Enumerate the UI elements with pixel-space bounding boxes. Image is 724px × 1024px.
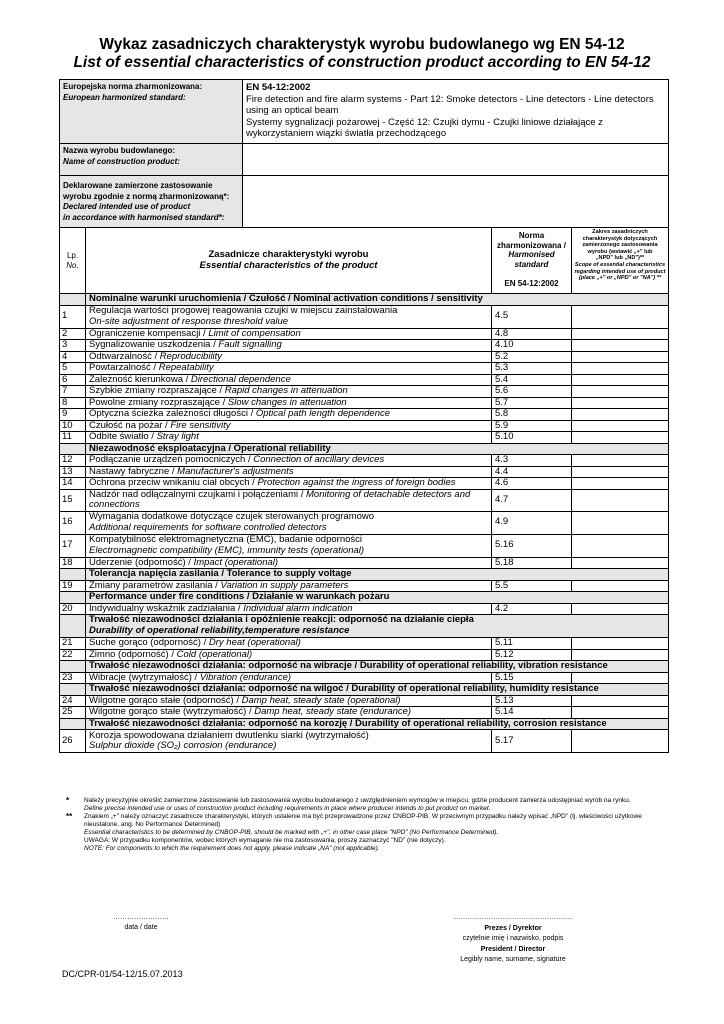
director-sub-en: Legibly name, surname, signature — [460, 956, 566, 963]
product-name-label-pl: Nazwa wyrobu budowlanego: — [63, 146, 176, 155]
row-clause: 5.18 — [492, 557, 572, 569]
row-characteristic — [86, 603, 492, 615]
row-characteristic — [86, 397, 492, 409]
table-row — [60, 305, 669, 328]
table-row — [60, 489, 669, 511]
characteristic-en: Limit of compensation — [208, 327, 301, 339]
characteristic-pl: Kompatybilność elektromagnetyczna (EMC), badanie odporności — [89, 534, 362, 545]
standard-label-en: European harmonized standard: — [63, 92, 186, 102]
characteristic-pl: Powolne zmiany rozpraszające / — [89, 396, 228, 408]
row-number: 22 — [60, 649, 86, 661]
row-scope-field[interactable] — [572, 695, 669, 707]
standard-label-pl: Europejska norma zharmonizowana: — [63, 82, 203, 91]
row-scope-field[interactable] — [572, 511, 669, 534]
characteristic-en: Rapid changes in attenuation — [224, 385, 348, 396]
row-clause: 4.3 — [492, 455, 572, 467]
row-characteristic — [86, 672, 492, 684]
row-number: 11 — [60, 432, 86, 444]
title-polish: Wykaz zasadniczych charakterystyk wyrobu budowlanego wg EN 54-12 — [99, 36, 625, 53]
characteristic-pl: Indywidualny wskaźnik zadziałania / — [89, 602, 244, 614]
row-characteristic — [86, 386, 492, 398]
row-number: 24 — [60, 695, 86, 707]
intended-use-field[interactable] — [243, 176, 669, 228]
row-number: 5 — [60, 363, 86, 375]
section-row — [60, 684, 669, 696]
row-scope-field[interactable] — [572, 305, 669, 328]
section-row — [60, 592, 669, 604]
table-row — [60, 409, 669, 421]
section-number-cell — [60, 684, 86, 696]
characteristic-en: Dry heat (operational) — [208, 637, 301, 648]
row-characteristic — [86, 649, 492, 661]
section-title-line: Nominalne warunki uruchomienia / Czułość / Nominal activation conditions / sensitivity — [89, 293, 483, 304]
section-title-line: Trwałość niezawodności działania: odporność na korozję / Durability of operational reliability, corrosion resistance — [89, 717, 607, 729]
col-scope-pl-1: Zakres zasadniczych — [592, 229, 648, 235]
footnote-3-pl: UWAGA: W przypadku komponentów, wobec których wymaganie nie ma zastosowania, proszę zaznaczyć "ND" (nie dotyczy). — [84, 837, 446, 844]
characteristic-en: Optical path length dependence — [255, 408, 391, 419]
row-characteristic — [86, 305, 492, 328]
characteristic-en: Impact (operational) — [193, 556, 279, 568]
col-header-standard — [492, 228, 572, 294]
col-header-number — [60, 228, 86, 294]
row-number: 8 — [60, 397, 86, 409]
row-scope-field[interactable] — [572, 432, 669, 444]
footnote-1-marker: * — [66, 796, 70, 805]
section-title — [86, 684, 669, 696]
characteristic-pl: Wilgotne gorąco stałe (wytrzymałość) / — [89, 706, 255, 717]
section-title — [86, 718, 669, 730]
footnote-2 — [62, 813, 668, 853]
characteristic-en: Protection against the ingress of foreign bodies — [257, 477, 456, 488]
row-scope-field[interactable] — [572, 580, 669, 592]
characteristic-en: Connection of ancillary devices — [253, 454, 385, 465]
col-char-pl: Zasadnicze charakterystyki wyrobu — [208, 249, 369, 260]
row-clause: 4.7 — [492, 489, 572, 511]
section-number-cell — [60, 615, 86, 638]
row-scope-field[interactable] — [572, 649, 669, 661]
col-scope-pl-4: wyrobu (wstawić „+" lub — [587, 248, 653, 255]
table-row — [60, 672, 669, 684]
section-title — [86, 569, 669, 581]
row-characteristic — [86, 638, 492, 650]
standard-desc-pl: Systemy sygnalizacji pożarowej - Część 12: Czujki dymu - Czujki liniowe działające z wykorzystaniem wiązki światła przechodzącego — [246, 116, 603, 139]
col-norm-en: Harmonised standard — [508, 250, 555, 269]
section-number-cell — [60, 661, 86, 673]
footnote-2-en: Essential characteristics to be determined by CNBOP-PIB, should be marked with „+", in other case place "NPD" (No Performance Determined). — [84, 829, 499, 836]
section-title — [86, 294, 669, 306]
characteristic-en: Variation in supply parameters — [220, 579, 349, 591]
intended-use-label — [60, 176, 243, 228]
header-table — [59, 79, 669, 228]
standard-desc-en: Fire detection and fire alarm systems - Part 12: Smoke detectors - Line detectors - Line detectors using an optical beam — [246, 93, 654, 116]
characteristic-en: Additional requirements for software controlled detectors — [89, 521, 327, 533]
characteristic-pl: Podłączanie urządzeń pomocniczych / — [89, 454, 254, 465]
characteristic-en: Fire sensitivity — [170, 419, 231, 431]
characteristic-en: Reproducibility — [159, 350, 223, 362]
characteristic-en: Stray light — [156, 431, 199, 442]
characteristic-en: Directional dependence — [190, 373, 291, 385]
footnote-3-en: NOTE: For components to which the requirement does not apply, please indicate „NA" (not applicable). — [84, 845, 380, 852]
table-row — [60, 730, 669, 753]
row-characteristic — [86, 580, 492, 592]
row-scope-field[interactable] — [572, 374, 669, 386]
row-clause: 4.8 — [492, 328, 572, 340]
row-scope-field[interactable] — [572, 455, 669, 467]
characteristic-en: Damp heat, steady state (endurance) — [254, 706, 412, 717]
row-characteristic — [86, 455, 492, 467]
row-clause: 4.4 — [492, 466, 572, 478]
row-characteristic — [86, 534, 492, 557]
section-title — [86, 443, 669, 455]
characteristic-pl: Optyczna ścieżka zależności długości / — [89, 408, 256, 419]
row-number: 18 — [60, 557, 86, 569]
row-clause: 5.7 — [492, 397, 572, 409]
section-row — [60, 718, 669, 730]
product-name-label-en: Name of construction product: — [63, 156, 180, 166]
section-title-line: Niezawodność eksploatacyjna / Operational reliability — [89, 442, 331, 454]
characteristic-pl: Szybkie zmiany rozpraszające / — [89, 385, 225, 396]
table-row — [60, 363, 669, 375]
characteristic-en: Sulphur dioxide (SO₂) corrosion (endurance) — [89, 740, 277, 751]
characteristic-pl: Wilgotne gorąco stałe (odporność) / — [89, 694, 242, 706]
row-scope-field[interactable] — [572, 397, 669, 409]
col-scope-en-2: regarding intended use of product — [574, 268, 666, 275]
row-scope-field[interactable] — [572, 707, 669, 719]
row-characteristic — [86, 478, 492, 490]
row-number: 17 — [60, 534, 86, 557]
section-row — [60, 294, 669, 306]
characteristic-pl: Ochrona przeciw wnikaniu ciał obcych / — [89, 477, 258, 488]
characteristic-pl: Korozja spowodowana działaniem dwutlenku siarki (wytrzymałość) — [89, 729, 369, 741]
row-clause: 5.13 — [492, 695, 572, 707]
footnote-2-pl: Znakiem „+" należy oznaczyć zasadnicze charakterystyki, których ustalenie ma być przeprowadzone przez CNBOP-PIB. W przeciwnym przypadku należy wpisać „NPD" (tj. właściwości użytkowe nieustalone, ang. No Performance Determined) — [84, 813, 642, 828]
col-number-en: No. — [66, 260, 79, 270]
row-characteristic — [86, 432, 492, 444]
row-scope-field[interactable] — [572, 466, 669, 478]
row-scope-field[interactable] — [572, 328, 669, 340]
product-name-field[interactable] — [243, 144, 669, 176]
section-title — [86, 592, 669, 604]
director-title-en: President / Director — [480, 945, 546, 953]
row-scope-field[interactable] — [572, 730, 669, 753]
section-number-cell — [60, 569, 86, 581]
document-code: DC/CPR-01/54-12/15.07.2013 — [62, 969, 183, 979]
row-clause: 5.17 — [492, 730, 572, 753]
characteristics-body — [60, 294, 669, 753]
section-number-cell — [60, 443, 86, 455]
row-number: 2 — [60, 328, 86, 340]
section-title-line: Tolerancja napięcia zasilania / Tolerance to supply voltage — [89, 568, 352, 579]
characteristic-pl: Suche gorąco (odporność) / — [89, 637, 209, 648]
row-scope-field[interactable] — [572, 351, 669, 363]
standard-label — [60, 80, 243, 144]
table-row — [60, 386, 669, 398]
characteristic-pl: Uderzenie (odporność) / — [89, 556, 194, 568]
table-row — [60, 580, 669, 592]
col-char-en: Essential characteristics of the product — [199, 259, 378, 271]
section-row — [60, 443, 669, 455]
col-norm-code: EN 54-12:2002 — [504, 279, 559, 288]
row-characteristic — [86, 420, 492, 432]
table-row — [60, 707, 669, 719]
section-title — [86, 615, 669, 638]
row-characteristic — [86, 511, 492, 534]
row-clause: 4.2 — [492, 603, 572, 615]
col-norm-pl-1: Norma — [518, 231, 545, 240]
footnote-1-en: Define precise intended use or uses of construction product including requirements in place where producer intends to put product on market. — [84, 805, 491, 812]
characteristic-en: Cold (operational) — [176, 648, 253, 660]
row-clause: 4.10 — [492, 340, 572, 352]
row-number: 1 — [60, 305, 86, 328]
row-characteristic — [86, 374, 492, 386]
director-sub-pl: czytelnie imię i nazwisko, podpis — [462, 935, 564, 942]
characteristic-pl: Wymagania dodatkowe dotyczące czujek sterowanych programowo — [89, 511, 375, 522]
row-clause: 5.11 — [492, 638, 572, 650]
table-row — [60, 340, 669, 352]
characteristic-pl: Odbite światło / — [89, 431, 157, 442]
row-number: 3 — [60, 340, 86, 352]
row-scope-field[interactable] — [572, 340, 669, 352]
row-scope-field[interactable] — [572, 489, 669, 511]
characteristics-table — [59, 227, 669, 753]
characteristic-en: Manufacturer's adjustments — [177, 465, 294, 477]
row-number: 15 — [60, 489, 86, 511]
date-label: data / date — [124, 924, 158, 931]
row-scope-field[interactable] — [572, 557, 669, 569]
row-characteristic — [86, 557, 492, 569]
row-characteristic — [86, 707, 492, 719]
row-number: 20 — [60, 603, 86, 615]
section-row — [60, 569, 669, 581]
characteristic-en: Repeatability — [158, 362, 214, 373]
row-characteristic — [86, 328, 492, 340]
section-title — [86, 661, 669, 673]
table-row — [60, 557, 669, 569]
row-characteristic — [86, 695, 492, 707]
table-row — [60, 455, 669, 467]
table-row — [60, 397, 669, 409]
intended-use-label-en-1: Declared intended use of product — [63, 202, 191, 211]
table-row — [60, 420, 669, 432]
characteristic-pl: Nastawy fabryczne / — [89, 465, 178, 477]
row-number: 10 — [60, 420, 86, 432]
table-row — [60, 328, 669, 340]
characteristic-en: Slow changes in attenuation — [227, 396, 347, 408]
section-number-cell — [60, 718, 86, 730]
row-characteristic — [86, 340, 492, 352]
characteristic-en: Vibration (endurance) — [199, 671, 292, 683]
characteristic-pl: Czułość na pożar / — [89, 419, 171, 431]
row-number: 12 — [60, 455, 86, 467]
row-number: 14 — [60, 478, 86, 490]
table-row — [60, 649, 669, 661]
row-clause: 5.10 — [492, 432, 572, 444]
row-characteristic — [86, 730, 492, 753]
table-row — [60, 478, 669, 490]
row-number: 16 — [60, 511, 86, 534]
footnote-1-pl: Należy precyzyjnie określić zamierzone zastosowanie lub zastosowania wyrobu budowlanego z uwzględnieniem wymogów w miejscu, gdzie producent zamierza udostępniać wyrób na rynku. — [84, 797, 631, 804]
characteristic-en: Monitoring of detachable detectors and connections — [89, 488, 471, 510]
standard-code: EN 54-12:2002 — [246, 82, 311, 93]
section-row — [60, 661, 669, 673]
section-row — [60, 615, 669, 638]
row-characteristic — [86, 363, 492, 375]
table-row — [60, 466, 669, 478]
date-dots: …………………… — [113, 914, 169, 921]
characteristic-pl: Zimno (odporność) / — [89, 648, 177, 660]
row-number: 19 — [60, 580, 86, 592]
row-scope-field[interactable] — [572, 638, 669, 650]
row-clause: 5.14 — [492, 707, 572, 719]
table-row — [60, 511, 669, 534]
row-number: 13 — [60, 466, 86, 478]
row-scope-field[interactable] — [572, 478, 669, 490]
table-row — [60, 534, 669, 557]
row-scope-field[interactable] — [572, 534, 669, 557]
characteristic-en: Damp heat, steady state (operational) — [241, 694, 401, 706]
characteristic-en: On-site adjustment of response threshold value — [89, 315, 289, 327]
row-clause: 5.12 — [492, 649, 572, 661]
row-scope-field[interactable] — [572, 672, 669, 684]
row-characteristic — [86, 489, 492, 511]
section-title-line: Trwałość niezawodności działania: odporność na wibracje / Durability of operational reliability, vibration resistance — [89, 660, 608, 671]
row-number: 9 — [60, 409, 86, 421]
title-english: List of essential characteristics of construction product according to EN 54-12 — [73, 54, 651, 71]
standard-value — [243, 80, 669, 144]
characteristic-pl: Regulacja wartości progowej reagowania czujki w miejscu zainstalowania — [89, 305, 398, 316]
characteristic-en: Fault signalling — [218, 339, 282, 350]
characteristic-en: Electromagnetic compatibility (EMC), immunity tests (operational) — [89, 544, 365, 556]
row-clause: 5.16 — [492, 534, 572, 557]
product-name-label — [60, 144, 243, 176]
intended-use-label-en-2: in accordance with harmonised standard*: — [63, 212, 225, 222]
table-row — [60, 603, 669, 615]
col-scope-pl-5: „NPD" lub „ND")** — [595, 255, 645, 262]
col-header-characteristics — [86, 228, 492, 294]
row-scope-field[interactable] — [572, 420, 669, 432]
row-clause: 5.15 — [492, 672, 572, 684]
section-number-cell — [60, 294, 86, 306]
row-scope-field[interactable] — [572, 603, 669, 615]
section-title-line: Trwałość niezawodności działania: odporność na wilgoć / Durability of operational reliability, humidity resistance — [89, 683, 599, 694]
section-title-line: Performance under fire conditions / Działanie w warunkach pożaru — [89, 591, 390, 602]
row-clause: 4.5 — [492, 305, 572, 328]
row-clause: 5.5 — [492, 580, 572, 592]
row-clause: 4.9 — [492, 511, 572, 534]
table-row — [60, 638, 669, 650]
row-characteristic — [86, 351, 492, 363]
section-title-line: Trwałość niezawodności działania i opóźnienie reakcji: odporność na działanie ciepła — [89, 614, 474, 625]
date-signature — [96, 913, 186, 933]
row-number: 7 — [60, 386, 86, 398]
row-scope-field[interactable] — [572, 409, 669, 421]
characteristic-pl: Zależność kierunkowa / — [89, 373, 191, 385]
col-norm-pl-2: zharmonizowana / — [497, 240, 566, 250]
row-clause: 5.8 — [492, 409, 572, 421]
row-characteristic — [86, 409, 492, 421]
row-scope-field[interactable] — [572, 363, 669, 375]
intended-use-label-pl-1: Deklarowane zamierzone zastosowanie — [63, 181, 213, 190]
director-dots: …………………………………………… — [453, 914, 573, 921]
table-row — [60, 695, 669, 707]
col-scope-pl-3: zamierzonego zastosowania — [582, 242, 658, 249]
row-number: 6 — [60, 374, 86, 386]
characteristic-en: Individual alarm indication — [243, 602, 353, 614]
row-number: 26 — [60, 730, 86, 753]
col-number-pl: Lp. — [66, 251, 79, 260]
characteristic-pl: Sygnalizowanie uszkodzenia / — [89, 339, 219, 350]
row-characteristic — [86, 466, 492, 478]
table-row — [60, 374, 669, 386]
footnotes — [62, 797, 668, 853]
characteristic-pl: Zmiany parametrów zasilania / — [89, 579, 221, 591]
characteristic-pl: Ograniczenie kompensacji / — [89, 327, 209, 339]
section-title-line: Durability of operational reliability,temperature resistance — [89, 624, 350, 636]
row-clause: 5.6 — [492, 386, 572, 398]
table-row — [60, 432, 669, 444]
footnote-2-marker: ** — [66, 812, 73, 821]
section-number-cell — [60, 592, 86, 604]
characteristic-pl: Odtwarzalność / — [89, 350, 160, 362]
row-scope-field[interactable] — [572, 386, 669, 398]
col-header-scope — [572, 228, 669, 294]
col-scope-en-3: (place „+" or „NPD" or "NA") ** — [578, 275, 662, 282]
row-number: 23 — [60, 672, 86, 684]
characteristic-pl: Powtarzalność / — [89, 362, 159, 373]
col-scope-pl-2: charakterystyk dotyczących — [582, 235, 658, 242]
director-signature — [438, 913, 588, 966]
intended-use-label-pl-2: wyrobu zgodnie z normą zharmonizowaną*: — [63, 191, 230, 201]
row-clause: 5.2 — [492, 351, 572, 363]
footnote-1 — [62, 797, 668, 813]
characteristic-pl: Wibracje (wytrzymałość) / — [89, 671, 200, 683]
row-clause: 5.9 — [492, 420, 572, 432]
row-number: 21 — [60, 638, 86, 650]
row-clause: 4.6 — [492, 478, 572, 490]
row-number: 25 — [60, 707, 86, 719]
characteristic-pl: Nadzór nad odłączalnymi czujkami i połączeniami / — [89, 488, 307, 500]
row-clause: 5.3 — [492, 363, 572, 375]
director-title-pl: Prezes / Dyrektor — [484, 924, 542, 932]
table-row — [60, 351, 669, 363]
col-scope-en-1: Scope of essential characteristics — [574, 261, 666, 268]
row-clause: 5.4 — [492, 374, 572, 386]
row-number: 4 — [60, 351, 86, 363]
